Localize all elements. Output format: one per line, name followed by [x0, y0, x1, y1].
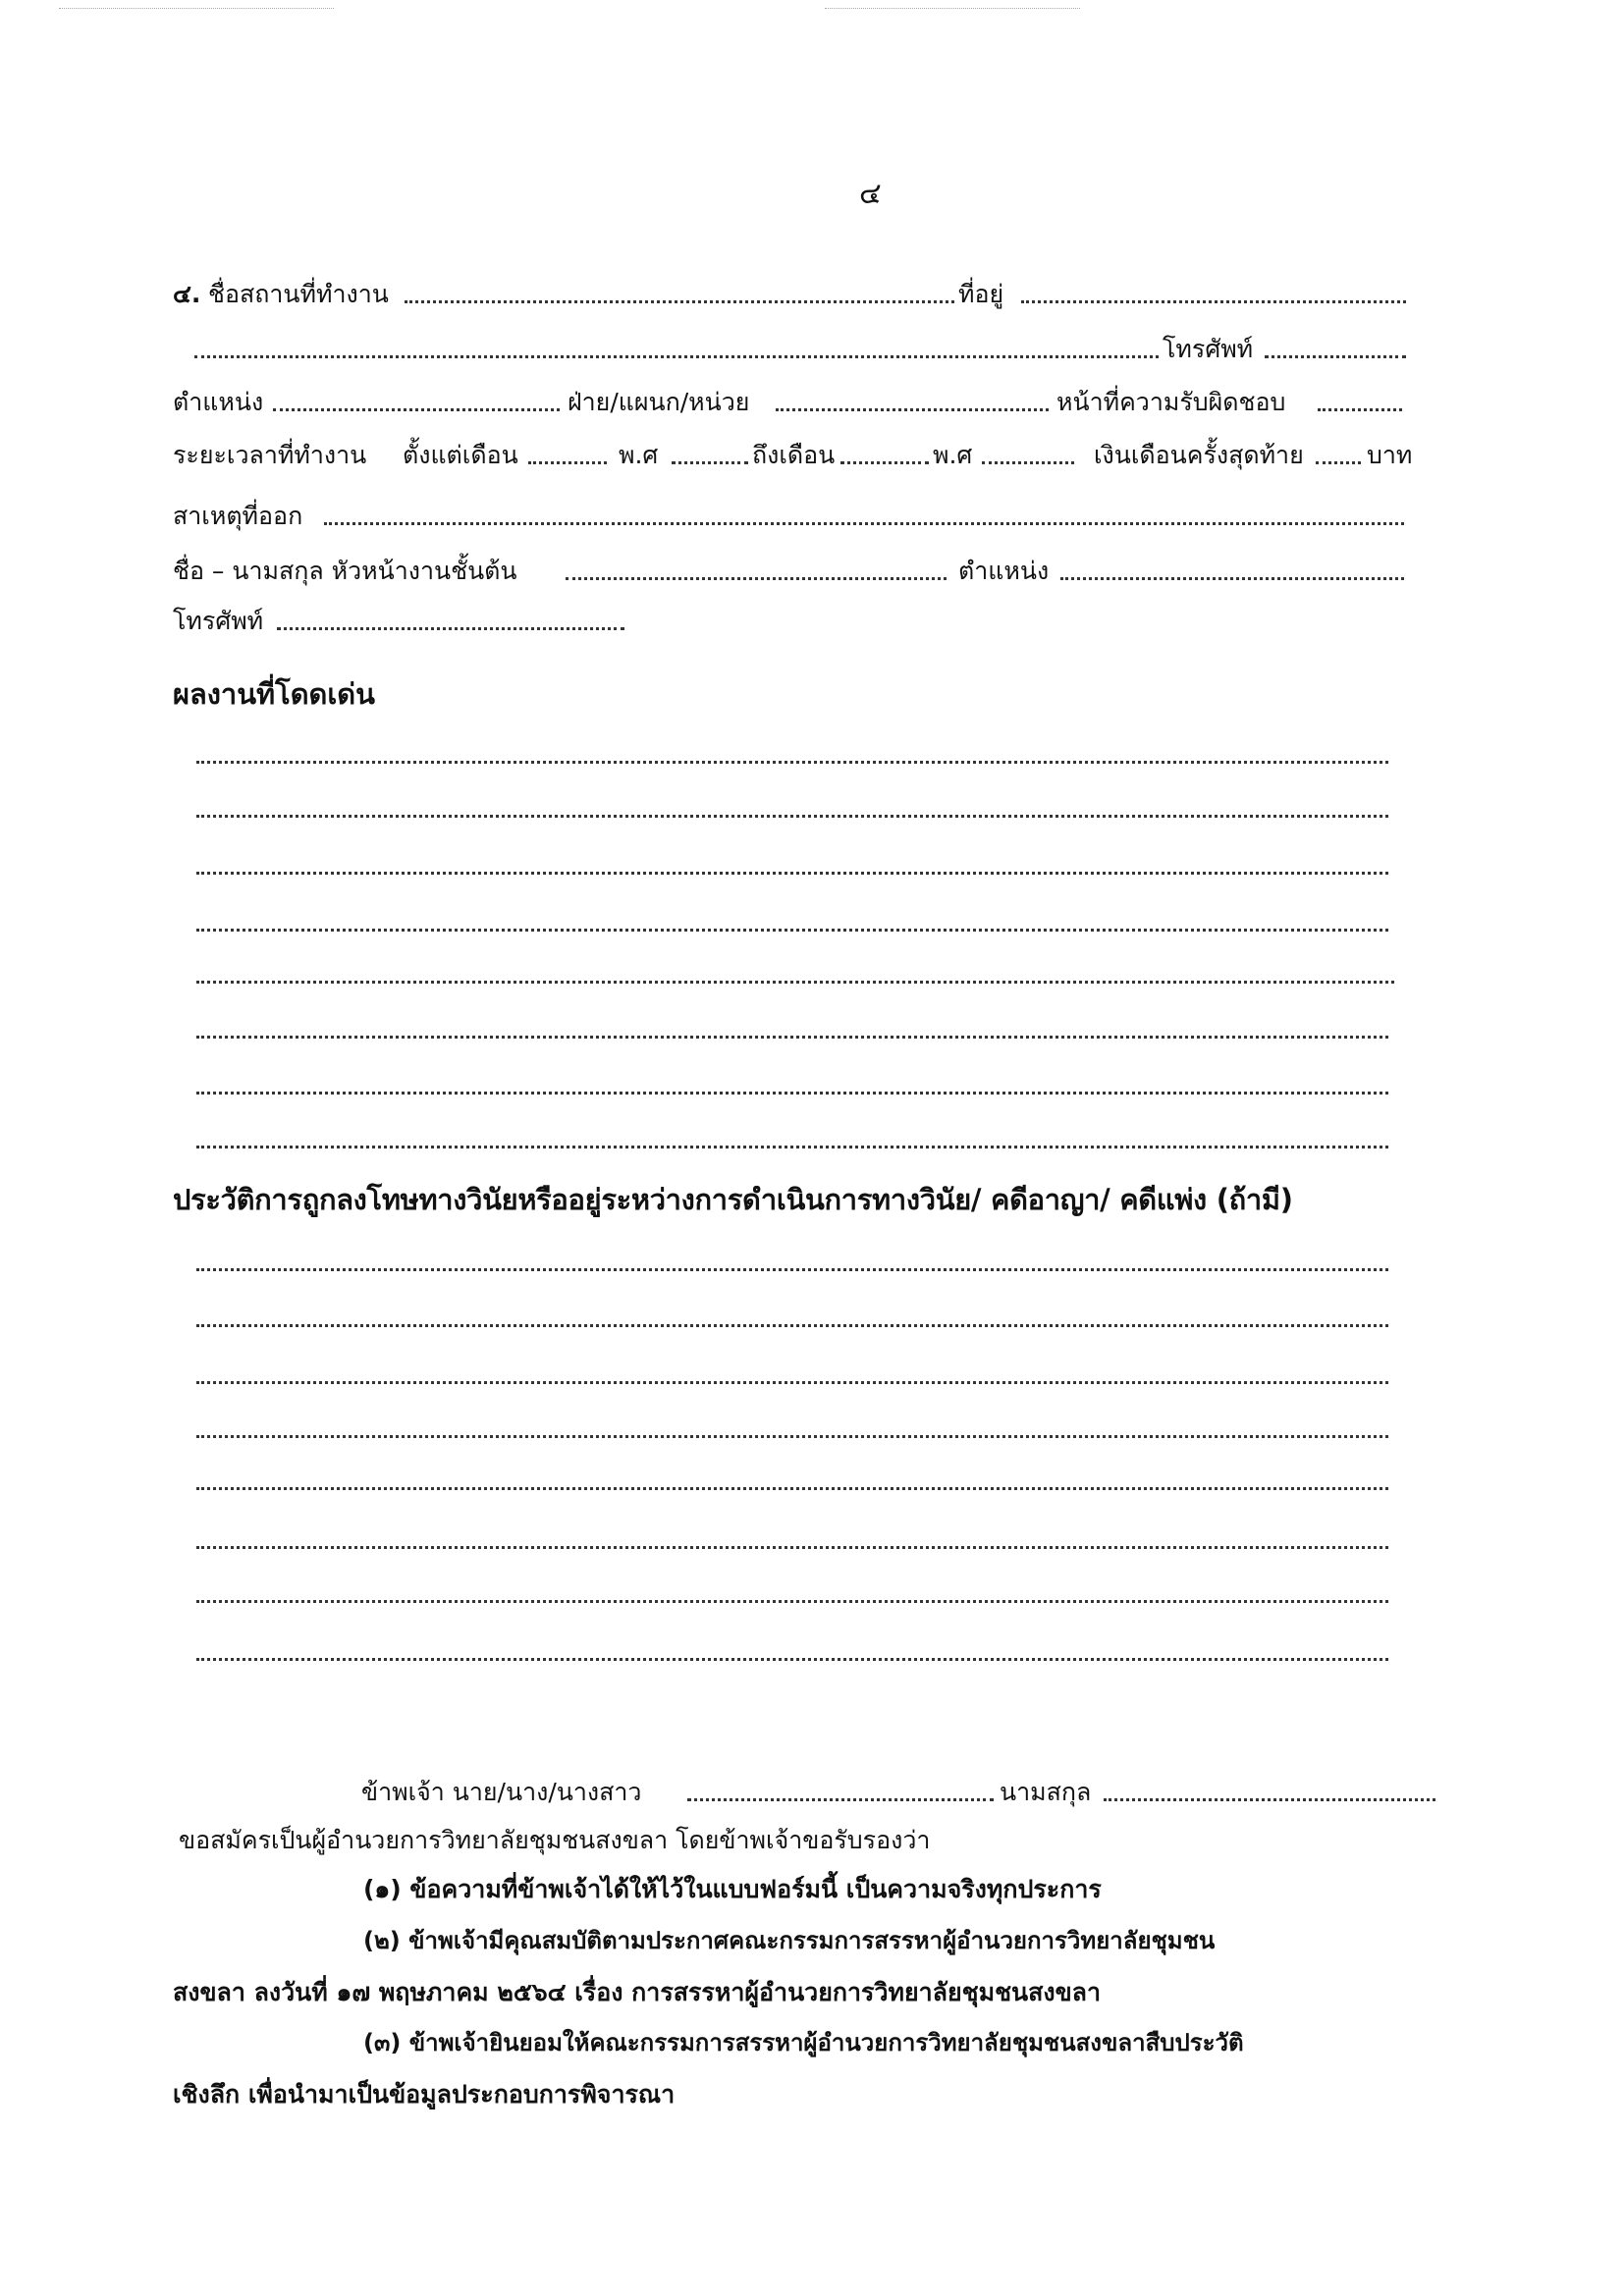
from-month-field[interactable] [528, 461, 607, 464]
leave-reason-field[interactable] [324, 522, 1404, 525]
disciplinary-line[interactable] [196, 1435, 1388, 1438]
work-period-label: ระยะเวลาที่ทำงาน [173, 441, 367, 469]
applicant-surname-label: นามสกุล [1000, 1778, 1092, 1806]
page-number: ๔ [859, 177, 882, 211]
workplace-name-label: ชื่อสถานที่ทำงาน [208, 280, 389, 308]
scan-artifact-top-right [825, 8, 1080, 9]
to-year-label: พ.ศ [933, 441, 973, 469]
from-month-label: ตั้งแต่เดือน [403, 441, 518, 469]
disciplinary-line[interactable] [196, 1658, 1388, 1661]
disciplinary-line[interactable] [196, 1487, 1388, 1490]
achievements-line[interactable] [196, 872, 1388, 875]
address-label: ที่อยู่ [958, 280, 1004, 308]
achievements-heading: ผลงานที่โดดเด่น [173, 677, 375, 711]
from-year-field[interactable] [672, 461, 748, 464]
supervisor-name-field[interactable] [566, 577, 947, 580]
disciplinary-line[interactable] [196, 1381, 1388, 1384]
workplace-phone-field[interactable] [1265, 355, 1406, 358]
to-month-label: ถึงเดือน [752, 441, 836, 469]
duty-label: หน้าที่ความรับผิดชอบ [1056, 388, 1286, 416]
last-salary-field[interactable] [1316, 461, 1361, 464]
achievements-line[interactable] [196, 1036, 1388, 1039]
supervisor-name-label: ชื่อ – นามสกุล หัวหน้างานชั้นต้น [173, 557, 517, 585]
declaration-item-3-line-1: (๓) ข้าพเจ้ายินยอมให้คณะกรรมการสรรหาผู้อำนวยการวิทยาลัยชุมชนสงขลาสืบประวัติ [363, 2029, 1244, 2056]
baht-label: บาท [1367, 441, 1413, 469]
workplace-name-field[interactable] [405, 300, 954, 303]
disciplinary-line[interactable] [196, 1546, 1388, 1549]
declaration-item-2-line-1: (๒) ข้าพเจ้ามีคุณสมบัติตามประกาศคณะกรรมการสรรหาผู้อำนวยการวิทยาลัยชุมชน [363, 1927, 1216, 1954]
disciplinary-heading: ประวัติการถูกลงโทษทางวินัยหรืออยู่ระหว่างการดำเนินการทางวินัย/ คดีอาญา/ คดีแพ่ง (ถ้ามี) [173, 1183, 1293, 1216]
supervisor-position-label: ตำแหน่ง [958, 557, 1050, 585]
supervisor-phone-field[interactable] [277, 627, 624, 630]
achievements-line[interactable] [196, 981, 1394, 984]
applicant-name-field[interactable] [687, 1798, 994, 1801]
achievements-line[interactable] [196, 815, 1388, 818]
declaration-item-2-line-2: สงขลา ลงวันที่ ๑๗ พฤษภาคม ๒๕๖๔ เรื่อง การสรรหาผู้อำนวยการวิทยาลัยชุมชนสงขลา [173, 1978, 1102, 2006]
to-year-field[interactable] [982, 461, 1074, 464]
declaration-item-3-line-2: เชิงลึก เพื่อนำมาเป็นข้อมูลประกอบการพิจารณา [173, 2080, 676, 2109]
achievements-line[interactable] [196, 1146, 1388, 1148]
disciplinary-line[interactable] [196, 1268, 1388, 1271]
department-field[interactable] [776, 408, 1049, 411]
position-label: ตำแหน่ง [173, 388, 264, 416]
to-month-field[interactable] [840, 461, 929, 464]
applicant-surname-field[interactable] [1104, 1798, 1435, 1801]
duty-field[interactable] [1318, 408, 1402, 411]
scan-artifact-top [59, 8, 334, 9]
department-label: ฝ่าย/แผนก/หน่วย [568, 388, 750, 416]
achievements-line[interactable] [196, 761, 1388, 764]
declaration-intro: ขอสมัครเป็นผู้อำนวยการวิทยาลัยชุมชนสงขลา โดยข้าพเจ้าขอรับรองว่า [179, 1826, 931, 1854]
declaration-item-1: (๑) ข้อความที่ข้าพเจ้าได้ให้ไว้ในแบบฟอร์มนี้ เป็นความจริงทุกประการ [363, 1875, 1102, 1903]
address-field[interactable] [1021, 300, 1406, 303]
disciplinary-line[interactable] [196, 1324, 1388, 1327]
workplace-phone-label: โทรศัพท์ [1163, 335, 1254, 363]
achievements-line[interactable] [196, 929, 1388, 932]
applicant-name-label: ข้าพเจ้า นาย/นาง/นางสาว [361, 1778, 642, 1806]
supervisor-position-field[interactable] [1060, 577, 1404, 580]
from-year-label: พ.ศ [619, 441, 659, 469]
achievements-line[interactable] [196, 1092, 1388, 1095]
position-field[interactable] [273, 408, 560, 411]
disciplinary-line[interactable] [196, 1600, 1388, 1603]
leave-reason-label: สาเหตุที่ออก [173, 502, 303, 530]
supervisor-phone-label: โทรศัพท์ [173, 607, 264, 635]
workplace-number: ๔. [173, 280, 201, 308]
last-salary-label: เงินเดือนครั้งสุดท้าย [1094, 441, 1304, 469]
address-field-line2[interactable] [194, 355, 1159, 358]
